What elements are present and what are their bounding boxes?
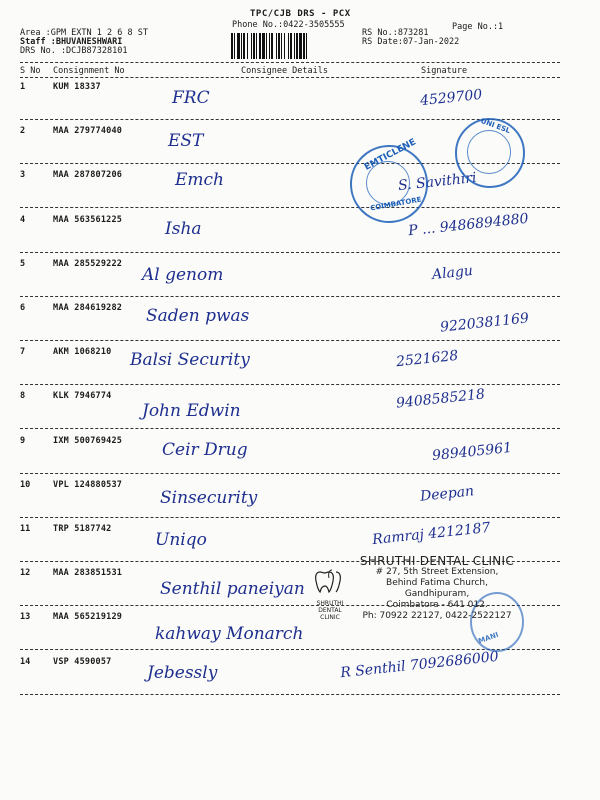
row-sno: 4	[20, 214, 26, 225]
clinic-phone: Ph: 70922 22127, 0422-2522127	[362, 611, 512, 621]
row-sno: 13	[20, 612, 31, 623]
row-consignee-handwritten: Sinsecurity	[160, 487, 258, 508]
row-consignee-handwritten: Jebessly	[147, 662, 218, 683]
row-sno: 11	[20, 524, 31, 534]
row-consignee-handwritten: John Edwin	[142, 401, 241, 422]
row-sno: 5	[20, 258, 26, 269]
row-sno: 3	[20, 170, 26, 181]
row-signature-handwritten: R Senthil 7092686000	[339, 648, 500, 681]
row-signature-handwritten: Deepan	[419, 483, 475, 505]
row-consignee-handwritten: Uniqo	[155, 530, 207, 550]
column-header-rule	[20, 77, 560, 78]
row-signature-handwritten: P ... 9486894880	[407, 210, 530, 239]
row-consignment-number: AKM 1068210	[53, 347, 112, 358]
row-consignee-handwritten: Balsi Security	[130, 350, 250, 371]
rs-number-field: RS No.:873281	[362, 28, 429, 38]
row-separator	[20, 473, 560, 474]
mani-stamp-text: MANI	[477, 630, 500, 646]
row-separator	[20, 207, 560, 208]
row-consignment-number: MAA 285529222	[53, 258, 123, 269]
row-separator	[20, 296, 560, 297]
header-rule	[20, 62, 560, 63]
document-title: TPC/CJB DRS - PCX	[250, 9, 351, 19]
row-signature-handwritten: 9408585218	[395, 386, 486, 413]
row-signature-handwritten: 2521628	[395, 347, 460, 371]
staff-field: Staff :BHUVANESHWARI	[20, 37, 123, 47]
row-consignment-number: VPL 124880537	[53, 479, 123, 490]
drs-number-field: DRS No. :DCJB87328101	[20, 46, 128, 56]
row-consignee-handwritten: Senthil paneiyan	[160, 579, 305, 600]
row-consignee-handwritten: EST	[168, 131, 204, 152]
column-header-consignee: Consignee Details	[241, 66, 328, 76]
row-consignee-handwritten: Saden pwas	[146, 306, 250, 326]
row-consignment-number: MAA 565219129	[53, 612, 123, 623]
phone-number: Phone No.:0422-3505555	[232, 20, 345, 30]
row-consignment-number: KUM 18337	[53, 82, 101, 92]
clinic-address-line3: Gandhipuram,	[404, 589, 470, 599]
emticlene-stamp-text: EMTICLENE	[362, 137, 418, 173]
header-right-block	[362, 29, 459, 47]
row-sno: 7	[20, 347, 26, 358]
row-consignment-number: MAA 283851531	[53, 568, 123, 579]
row-separator	[20, 694, 560, 695]
barcode-image	[230, 33, 352, 59]
clinic-name: SHRUTHI DENTAL CLINIC	[359, 554, 515, 568]
row-sno: 1	[20, 82, 26, 92]
row-sno: 12	[20, 568, 31, 579]
row-consignee-handwritten: FRC	[172, 88, 210, 108]
rs-date-field: RS Date:07-Jan-2022	[362, 37, 460, 47]
row-consignee-handwritten: Isha	[165, 218, 202, 239]
emticlene-stamp-city: COIMBATORE	[369, 195, 423, 213]
row-signature-handwritten: 9220381169	[439, 310, 530, 336]
column-header-signature: Signature	[421, 66, 468, 76]
row-consignment-number: VSP 4590057	[53, 656, 112, 667]
row-consignment-number: MAA 279774040	[53, 126, 123, 137]
row-signature-handwritten: 4529700	[419, 86, 484, 110]
row-separator	[20, 384, 560, 385]
clinic-address-line4: Coimbatore - 641 012.	[386, 600, 488, 610]
row-sno: 6	[20, 303, 26, 313]
row-consignee-handwritten: kahway Monarch	[155, 624, 304, 645]
header-left-block	[20, 29, 148, 56]
uni-stamp-text: UNI ESL	[479, 116, 512, 136]
row-sno: 9	[20, 435, 26, 446]
row-signature-handwritten: Ramraj 4212187	[371, 519, 492, 549]
row-consignee-handwritten: Al genom	[142, 264, 224, 285]
column-header-consignment: Consignment No	[53, 66, 125, 76]
row-consignment-number: TRP 5187742	[53, 524, 112, 534]
row-consignee-handwritten: Ceir Drug	[162, 439, 248, 460]
column-header-sno: S No	[20, 66, 41, 76]
row-separator	[20, 340, 560, 341]
row-consignment-number: MAA 284619282	[53, 303, 123, 313]
page-number: Page No.:1	[452, 22, 504, 32]
clinic-logo-caption: SHRUTHI DENTAL CLINIC	[316, 600, 344, 621]
row-consignment-number: MAA 287807206	[53, 170, 123, 181]
row-sno: 2	[20, 126, 26, 137]
clinic-address-line1: # 27, 5th Street Extension,	[375, 567, 499, 577]
row-signature-handwritten: S. Savithiri	[397, 170, 478, 195]
row-separator	[20, 428, 560, 429]
row-sno: 8	[20, 391, 26, 402]
clinic-address-stamp	[352, 556, 522, 622]
clinic-address-line2: Behind Fatima Church,	[386, 578, 488, 588]
row-sno: 10	[20, 479, 31, 490]
row-consignment-number: KLK 7946774	[53, 391, 112, 402]
row-consignee-handwritten: Emch	[175, 170, 224, 191]
row-consignment-number: IXM 500769425	[53, 435, 123, 446]
row-separator	[20, 517, 560, 518]
row-sno: 14	[20, 656, 31, 667]
row-signature-handwritten: Alagu	[431, 262, 474, 283]
row-separator	[20, 252, 560, 253]
row-signature-handwritten: 989405961	[431, 439, 513, 464]
row-consignment-number: MAA 563561225	[53, 214, 123, 225]
area-field: Area :GPM EXTN 1 2 6 8 ST	[20, 28, 148, 38]
